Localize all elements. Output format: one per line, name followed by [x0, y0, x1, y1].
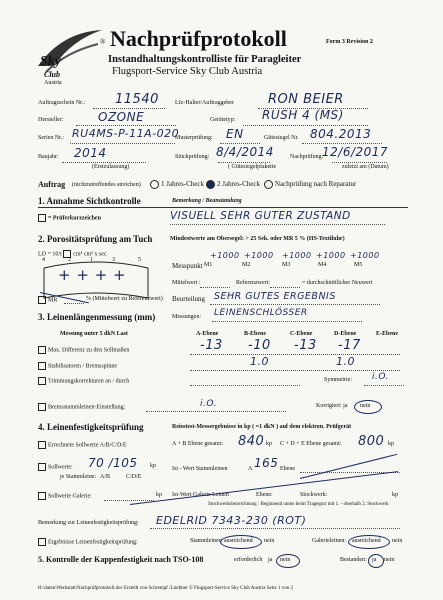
auftrag-heading: Auftrag — [38, 180, 66, 189]
kp-5: kp — [392, 492, 398, 498]
erforderlich-ja[interactable]: ja — [268, 557, 273, 563]
bestanden-label: Bestanden: — [340, 557, 367, 563]
m4-label: M4 — [318, 262, 327, 268]
section-4-title: 4. Leinenfestigkeitsprüfung — [38, 422, 144, 432]
bemerkung-festigkeit-value: EDELRID 7343-230 (ROT) — [156, 514, 307, 527]
halter-label: Lfz-Halter/Auftraggeber — [175, 100, 234, 106]
auftrag-label: Auftragsschein Nr.: — [38, 100, 85, 106]
halter-value: RON BEIER — [268, 92, 344, 107]
musterpruefung-label: Musterprüfung: — [175, 135, 213, 141]
cde2-label: C/D/E — [126, 474, 142, 480]
guetesiegel-note: ( Gütesiegelplakette — [228, 164, 277, 170]
hersteller-value: OZONE — [98, 110, 145, 124]
m3-label: M3 — [282, 262, 291, 268]
ist-a-value: 165 — [254, 456, 279, 470]
ist-galerie-label: Ist-Wert Galerie Leinen — [172, 492, 229, 498]
measure-points: + + + + — [58, 266, 127, 284]
brems-checkbox[interactable]: Bremsstammleinen-Einstellung: — [38, 403, 125, 411]
bemerkung-festigkeit-label: Bemerkung zur Leinenfestigkeitsprüfung: — [38, 520, 139, 526]
scale-5: 5 — [138, 257, 141, 263]
section-5-title: 5. Kontrolle der Kappenfestigkeit nach TSO-108 — [38, 555, 204, 564]
stueckpruefung-label: Stückprüfung: — [175, 154, 210, 160]
mr-checkbox[interactable]: MR — [38, 296, 57, 304]
erforderlich-nein[interactable]: nein — [280, 557, 291, 563]
stab-d: 1.0 — [336, 355, 355, 368]
messungen-value: LEINENSCHLÖSSER — [214, 308, 308, 318]
option-1-year[interactable]: 1 Jahres-Check — [150, 180, 204, 189]
diff-a: -13 — [200, 338, 223, 353]
pruefer-checkbox[interactable]: = Prüferkurzzeichen — [38, 214, 101, 222]
hersteller-label: Hersteller: — [38, 117, 64, 123]
cde-label: C + D + E Ebene gesamt: — [280, 441, 342, 447]
symmetrie-value: i.O. — [372, 372, 389, 382]
stammleinen-nein[interactable]: nein — [264, 538, 275, 544]
ld-formula: LD = 10/t cm³ cm² x sec — [38, 251, 107, 258]
bemerkung-label: Bemerkung / Beanstandung — [172, 198, 242, 204]
messungen-label: Messungen: — [172, 314, 201, 320]
option-after-repair[interactable]: Nachprüfung nach Reparatur — [264, 180, 356, 189]
row-max-diff[interactable]: Max. Differenz zu den Sollmaßen — [38, 346, 129, 354]
cde-value: 800 — [358, 434, 385, 449]
erstzulassung-note: (Erstzulassung) — [92, 164, 130, 170]
logo-text-region: Austria — [44, 80, 62, 86]
kp-3: kp — [150, 463, 156, 469]
beurteilung-label: Beurteilung — [172, 295, 206, 303]
m2-value: +1000 — [244, 251, 274, 260]
brems-value: i.O. — [200, 399, 217, 409]
logo-text-sky: Sky — [40, 54, 61, 69]
galerie-checkbox[interactable]: Sollwerte Galerie: — [38, 492, 92, 500]
form-number: Form 3 Revision 2 — [326, 39, 373, 45]
page-title: Nachprüfprotokoll — [110, 26, 287, 51]
stueckpruefung-value: 8/4/2014 — [216, 145, 274, 159]
zuletzt-note: zuletzt am (Datum) — [342, 164, 389, 170]
porosity-min: Mindestwerte am Obersegel: > 25 Sek. oder MR 5 % (HS-Textiluhr) — [170, 236, 345, 242]
stockwerk-label: Stockwerk: — [300, 492, 328, 498]
section-3-title: 3. Leinenlängenmessung (mm) — [38, 312, 156, 322]
nachpruefung-value: 12/6/2017 — [322, 145, 389, 159]
m5-label: M5 — [354, 262, 363, 268]
bestanden-ja[interactable]: ja — [372, 557, 377, 563]
ist-a-label: A — [248, 466, 253, 472]
kp-2: kp — [388, 441, 394, 447]
errechnete-checkbox[interactable]: Errechnete Sollwerte A/B/C/D/E — [38, 441, 127, 449]
kp-4: kp — [156, 492, 162, 498]
beurteilung-value: SEHR GUTES ERGEBNIS — [214, 291, 336, 302]
row-trimmung[interactable]: Trimmungskorrekturen an / durch — [38, 377, 129, 385]
durchschnitt-note: = durchschnittlicher Neuwert — [302, 280, 373, 286]
ebene2-label: Ebene: — [256, 492, 273, 498]
seriennr-value: RU4MS-P-11A-020 — [72, 127, 180, 140]
erforderlich-label: erforderlich — [234, 557, 263, 563]
visual-remark: VISUELL SEHR GUTER ZUSTAND — [170, 210, 351, 222]
m3-value: +1000 — [282, 251, 312, 260]
col-d: D-Ebene — [334, 331, 357, 337]
korrigiert-nein[interactable]: nein — [360, 403, 371, 409]
je-stammleine-label: je Stammleine: — [60, 474, 97, 480]
reisstest-note: Reisstest-Messergebnisse in kp ( =1 dkN ) auf dem elektron. Prüfgerät — [172, 424, 352, 430]
symmetrie-label: Symmetrie: — [324, 377, 352, 383]
row-stabilisatoren[interactable]: Stabilisatoren / Bremsspinne — [38, 362, 117, 370]
section-2-title: 2. Porositätsprüfung am Tuch — [38, 234, 153, 244]
scale-3: 3 — [112, 257, 115, 263]
diff-b: -10 — [248, 338, 271, 353]
ab-value: 840 — [238, 434, 265, 449]
referenzwert-label: Referenzwert: — [236, 280, 270, 286]
galerie-ausreichend[interactable]: ausreichend — [352, 538, 381, 544]
ist-wert-label: Ist - Wert Stammleinen — [172, 466, 228, 472]
stab-b: 1.0 — [250, 355, 269, 368]
guetesiegel-value: 804.2013 — [310, 127, 372, 141]
ergebnis-checkbox[interactable]: Ergebnisse Leinenfestigkeitsprüfung: — [38, 538, 138, 546]
geraetetyp-value: RUSH 4 (MS) — [262, 108, 344, 122]
mittelwert-label: Mittelwert : — [172, 280, 201, 286]
last-label: Messung unter 5 dkN Last — [60, 331, 128, 337]
sollwerte-checkbox[interactable]: Sollwerte: — [38, 463, 73, 471]
organization: Flugsport-Service Sky Club Austria — [112, 66, 263, 77]
section-1-title: 1. Annahme Sichtkontrolle — [38, 196, 141, 206]
registered-mark: ® — [100, 38, 106, 46]
ebene-label: Ebene — [280, 466, 295, 472]
mr-note: % (Mittelwert zu Referenzwert) — [86, 296, 163, 302]
m2-label: M2 — [242, 262, 251, 268]
stammleinen-label: Stammleinen: — [190, 538, 224, 544]
galerie-nein[interactable]: nein — [392, 538, 403, 544]
musterpruefung-value: EN — [226, 127, 244, 141]
auftrag-value: 11540 — [115, 92, 159, 107]
footer-text: H:\daten\Werkstatt\Nachprüfprotokoll.doc Erstellt von Schrempf /Lindmer © Flugsport-Service Sky Club Austria Seite 1 von 2 — [38, 586, 294, 591]
logo-text-club: Club — [44, 70, 61, 79]
messpunkt-label: Messpunkt — [172, 262, 203, 270]
col-c: C-Ebene — [290, 331, 313, 337]
nachpruefung-label: Nachprüfung: — [290, 154, 324, 160]
sollwerte-value: 70 /105 — [88, 456, 138, 470]
geraetetyp-label: Gerätetyp: — [210, 117, 236, 123]
m1-label: M1 — [204, 262, 213, 268]
option-2-year[interactable]: 2 Jahres-Check — [206, 180, 260, 189]
stockwerk-note: Stockwerksbezeichnung : Beginnend unten beim Tragegurt mit 1. - oberhalb 2. Stockwerk — [208, 502, 389, 507]
kp-1: kp — [266, 441, 272, 447]
korrigiert-label: Korrigiert: ja — [316, 403, 348, 409]
baujahr-value: 2014 — [74, 146, 107, 160]
galerieleinen-label: Galerieleinen: — [312, 538, 346, 544]
baujahr-label: Baujahr: — [38, 154, 59, 160]
m4-value: +1000 — [316, 251, 346, 260]
m1-value: +1000 — [210, 251, 240, 260]
diff-d: -17 — [338, 338, 361, 353]
m5-value: +1000 — [350, 251, 380, 260]
auftrag-note: (nichtzutreffendes streichen) — [72, 182, 141, 188]
ab2-label: A/B — [100, 474, 111, 480]
col-b: B-Ebene — [244, 331, 267, 337]
stammleinen-ausreichend[interactable]: ausreichend — [224, 538, 253, 544]
ab-label: A + B Ebene gesamt: — [172, 441, 224, 447]
scale-1: 1 — [90, 257, 93, 263]
scale-4: 4 — [42, 257, 45, 263]
bestanden-nein[interactable]: nein — [384, 557, 395, 563]
subtitle: Instandhaltungskontrolliste für Paragleiter — [108, 54, 302, 65]
col-a: A-Ebene — [196, 331, 219, 337]
diff-c: -13 — [294, 338, 317, 353]
seriennr-label: Serien Nr.: — [38, 135, 64, 141]
guetesiegel-label: Gütesiegel Nr. — [264, 135, 299, 141]
scale-2: 2 — [68, 257, 71, 263]
col-e: E-Ebene — [376, 331, 399, 337]
